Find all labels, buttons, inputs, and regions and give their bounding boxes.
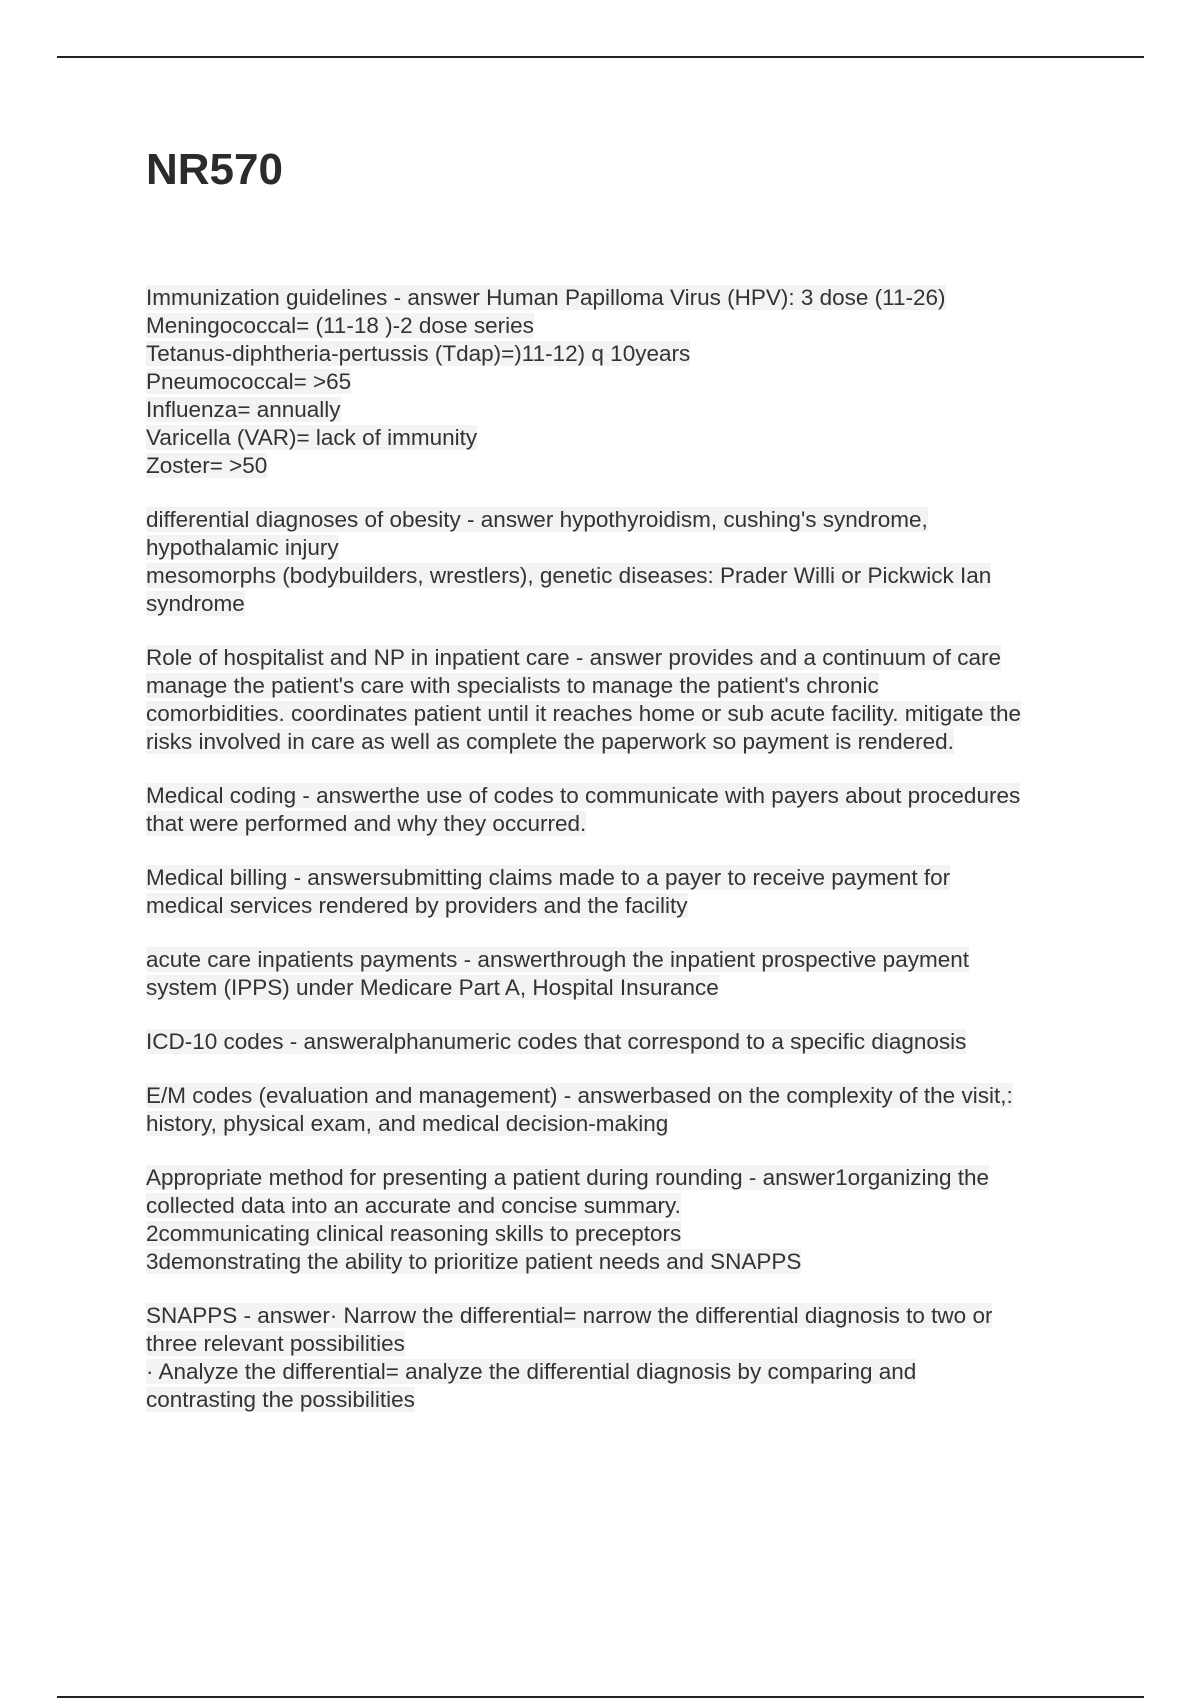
entry-line-text: Influenza= annually bbox=[146, 397, 341, 422]
entry-line bbox=[146, 1220, 1106, 1248]
flashcard-entry bbox=[146, 506, 1106, 618]
entry-line-text: mesomorphs (bodybuilders, wrestlers), genetic diseases: Prader Willi or Pickwick Ian bbox=[146, 563, 992, 588]
entry-line-text: E/M codes (evaluation and management) - answerbased on the complexity of the visit,: bbox=[146, 1083, 1013, 1108]
entry-line-text: Medical billing - answersubmitting claims made to a payer to receive payment for bbox=[146, 865, 951, 890]
flashcard-entry bbox=[146, 946, 1106, 1002]
entry-line-text: acute care inpatients payments - answerthrough the inpatient prospective payment bbox=[146, 947, 969, 972]
entry-line bbox=[146, 562, 1106, 590]
flashcard-entry bbox=[146, 1164, 1106, 1276]
flashcard-entry bbox=[146, 782, 1106, 838]
entry-line-text: · Analyze the differential= analyze the differential diagnosis by comparing and bbox=[146, 1359, 917, 1384]
entry-line bbox=[146, 396, 1106, 424]
entry-line bbox=[146, 1302, 1106, 1330]
entry-line bbox=[146, 644, 1106, 672]
entry-line-text: Tetanus-diphtheria-pertussis (Tdap)=)11-12) q 10years bbox=[146, 341, 691, 366]
entry-line-text: system (IPPS) under Medicare Part A, Hospital Insurance bbox=[146, 975, 719, 1000]
entry-line-text: manage the patient's care with specialists to manage the patient's chronic bbox=[146, 673, 879, 698]
entry-line bbox=[146, 1386, 1106, 1414]
flashcard-entry bbox=[146, 1082, 1106, 1138]
entry-line-text: that were performed and why they occurred. bbox=[146, 811, 587, 836]
flashcard-entry bbox=[146, 644, 1106, 756]
entry-line bbox=[146, 810, 1106, 838]
entry-line bbox=[146, 946, 1106, 974]
entry-line bbox=[146, 534, 1106, 562]
entry-line bbox=[146, 974, 1106, 1002]
entry-line bbox=[146, 368, 1106, 396]
entry-line bbox=[146, 1192, 1106, 1220]
entry-line bbox=[146, 864, 1106, 892]
top-rule bbox=[57, 56, 1144, 58]
entry-line bbox=[146, 892, 1106, 920]
entry-line-text: Zoster= >50 bbox=[146, 453, 268, 478]
entry-line-text: 2communicating clinical reasoning skills to preceptors bbox=[146, 1221, 682, 1246]
entry-line bbox=[146, 782, 1106, 810]
entry-line-text: Role of hospitalist and NP in inpatient care - answer provides and a continuum of care bbox=[146, 645, 1002, 670]
entry-line bbox=[146, 1164, 1106, 1192]
entry-line-text: risks involved in care as well as complete the paperwork so payment is rendered. bbox=[146, 729, 954, 754]
entry-line bbox=[146, 1330, 1106, 1358]
entry-line-text: collected data into an accurate and concise summary. bbox=[146, 1193, 681, 1218]
entry-line-text: Varicella (VAR)= lack of immunity bbox=[146, 425, 478, 450]
entry-line-text: history, physical exam, and medical decision-making bbox=[146, 1111, 669, 1136]
page-title: NR570 bbox=[146, 145, 283, 194]
entry-line bbox=[146, 284, 1106, 312]
entry-line bbox=[146, 506, 1106, 534]
entry-line bbox=[146, 1082, 1106, 1110]
entry-line-text: 3demonstrating the ability to prioritize patient needs and SNAPPS bbox=[146, 1249, 802, 1274]
entry-line bbox=[146, 1110, 1106, 1138]
entry-line-text: Medical coding - answerthe use of codes to communicate with payers about procedures bbox=[146, 783, 1021, 808]
bottom-rule bbox=[57, 1696, 1144, 1698]
entry-line-text: SNAPPS - answer· Narrow the differential= narrow the differential diagnosis to two or bbox=[146, 1303, 993, 1328]
entry-line bbox=[146, 728, 1106, 756]
flashcard-entry bbox=[146, 1302, 1106, 1414]
entry-line bbox=[146, 590, 1106, 618]
entry-line-text: Meningococcal= (11-18 )-2 dose series bbox=[146, 313, 534, 338]
entry-line bbox=[146, 424, 1106, 452]
entry-line-text: Immunization guidelines - answer Human Papilloma Virus (HPV): 3 dose (11-26) bbox=[146, 285, 946, 310]
flashcard-entry bbox=[146, 284, 1106, 480]
entry-line-text: differential diagnoses of obesity - answer hypothyroidism, cushing's syndrome, bbox=[146, 507, 928, 532]
entry-line bbox=[146, 452, 1106, 480]
flashcard-entry bbox=[146, 864, 1106, 920]
entry-line-text: Pneumococcal= >65 bbox=[146, 369, 352, 394]
entry-line bbox=[146, 312, 1106, 340]
entry-line bbox=[146, 1028, 1106, 1056]
entry-line bbox=[146, 1248, 1106, 1276]
entry-line bbox=[146, 1358, 1106, 1386]
entry-line-text: ICD-10 codes - answeralphanumeric codes that correspond to a specific diagnosis bbox=[146, 1029, 967, 1054]
entry-line bbox=[146, 700, 1106, 728]
entry-line-text: contrasting the possibilities bbox=[146, 1387, 415, 1412]
entry-line-text: medical services rendered by providers and the facility bbox=[146, 893, 688, 918]
entry-line-text: comorbidities. coordinates patient until it reaches home or sub acute facility. mitigate the bbox=[146, 701, 1022, 726]
entry-line-text: Appropriate method for presenting a patient during rounding - answer1organizing the bbox=[146, 1165, 990, 1190]
entry-line-text: syndrome bbox=[146, 591, 245, 616]
entry-line bbox=[146, 672, 1106, 700]
flashcard-list bbox=[146, 284, 1106, 1440]
entry-line-text: three relevant possibilities bbox=[146, 1331, 405, 1356]
flashcard-entry bbox=[146, 1028, 1106, 1056]
entry-line bbox=[146, 340, 1106, 368]
entry-line-text: hypothalamic injury bbox=[146, 535, 339, 560]
